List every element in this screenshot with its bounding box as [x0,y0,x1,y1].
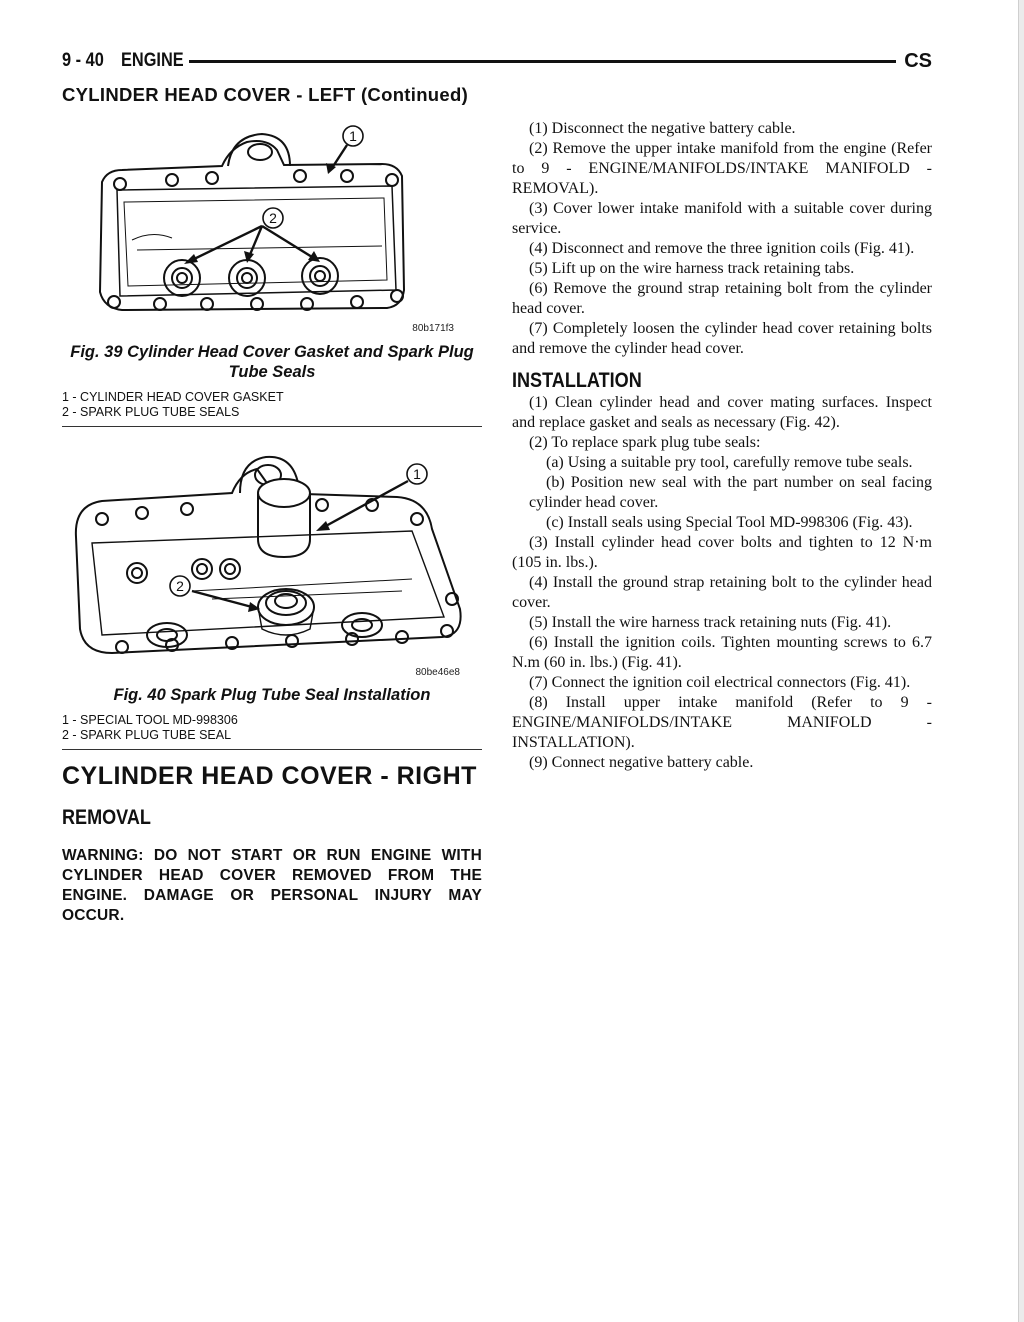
fig39-image-code: 80b171f3 [412,323,454,334]
legend-item: 2 - SPARK PLUG TUBE SEALS [62,405,240,419]
installation-substep: (c) Install seals using Special Tool MD-998306 (Fig. 43). [546,514,913,531]
model-code: CS [904,49,932,72]
fig39-legend [62,390,482,420]
removal-step: (5) Lift up on the wire harness track retaining tabs. [529,260,855,277]
removal-step: (7) Completely loosen the cylinder head cover retaining bolts and remove the cylinder head cover. [512,320,932,357]
callout-2-label: 2 [176,578,184,594]
fig39-caption: Fig. 39 Cylinder Head Cover Gasket and Spark Plug Tube Seals [70,343,474,381]
callout-2-label: 2 [269,210,277,226]
header-rule [189,60,896,63]
removal-heading: REMOVAL [62,806,151,829]
callout-1-label: 1 [413,466,421,482]
section-name: ENGINE [120,50,184,71]
installation-step: (8) Install upper intake manifold (Refer to 9 - ENGINE/MANIFOLDS/INTAKE MANIFOLD - INSTALLATION). [512,694,932,751]
legend-item: 1 - SPECIAL TOOL MD-998306 [62,713,238,727]
removal-step: (3) Cover lower intake manifold with a suitable cover during service. [512,200,932,237]
installation-step: (3) Install cylinder head cover bolts and tighten to 12 N·m (105 in. lbs.). [512,534,932,571]
installation-step: (6) Install the ignition coils. Tighten mounting screws to 6.7 N.m (60 in. lbs.) (Fig. 41). [512,634,932,671]
installation-substep: (b) Position new seal with the part number on seal facing cylinder head cover. [529,474,932,511]
removal-step: (4) Disconnect and remove the three ignition coils (Fig. 41). [529,240,915,257]
continued-title: CYLINDER HEAD COVER - LEFT (Continued) [62,84,469,105]
legend-item: 1 - CYLINDER HEAD COVER GASKET [62,390,284,404]
removal-step: (1) Disconnect the negative battery cable. [529,120,796,137]
callout-1-label: 1 [349,128,357,144]
removal-step: (2) Remove the upper intake manifold from the engine (Refer to 9 - ENGINE/MANIFOLDS/INTAKE MANIFOLD - REMOVAL). [512,140,932,197]
left-column [62,120,482,926]
fig40-caption: Fig. 40 Spark Plug Tube Seal Installation [113,686,431,704]
right-column [512,119,932,773]
installation-substep: (a) Using a suitable pry tool, carefully remove tube seals. [546,454,913,471]
installation-step: (1) Clean cylinder head and cover mating surfaces. Inspect and replace gasket and seals as necessary (Fig. 42). [512,394,932,431]
warning-text: WARNING: DO NOT START OR RUN ENGINE WITH CYLINDER HEAD COVER REMOVED FROM THE ENGINE. DAMAGE OR PERSONAL INJURY MAY OCCUR. [62,847,482,924]
divider [62,749,482,750]
divider [62,426,482,427]
installation-heading: INSTALLATION [512,369,642,392]
figure-39 [62,120,482,336]
page-header [62,48,932,74]
installation-step: (5) Install the wire harness track retaining nuts (Fig. 41). [529,614,892,631]
installation-step: (2) To replace spark plug tube seals: [529,434,761,451]
installation-step: (9) Connect negative battery cable. [529,754,754,771]
installation-step: (7) Connect the ignition coil electrical connectors (Fig. 41). [529,674,911,691]
figure-40 [62,439,482,679]
fig40-image-code: 80be46e8 [415,667,460,678]
installation-step: (4) Install the ground strap retaining bolt to the cylinder head cover. [512,574,932,611]
cylinder-head-cover-gasket-illustration [62,120,482,336]
section-title-right-cover: CYLINDER HEAD COVER - RIGHT [62,762,477,790]
fig40-legend [62,713,482,743]
page-number: 9 - 40 [62,50,104,71]
legend-item: 2 - SPARK PLUG TUBE SEAL [62,728,232,742]
removal-step: (6) Remove the ground strap retaining bolt from the cylinder head cover. [512,280,932,317]
spark-plug-tube-seal-installation-illustration [62,439,482,679]
